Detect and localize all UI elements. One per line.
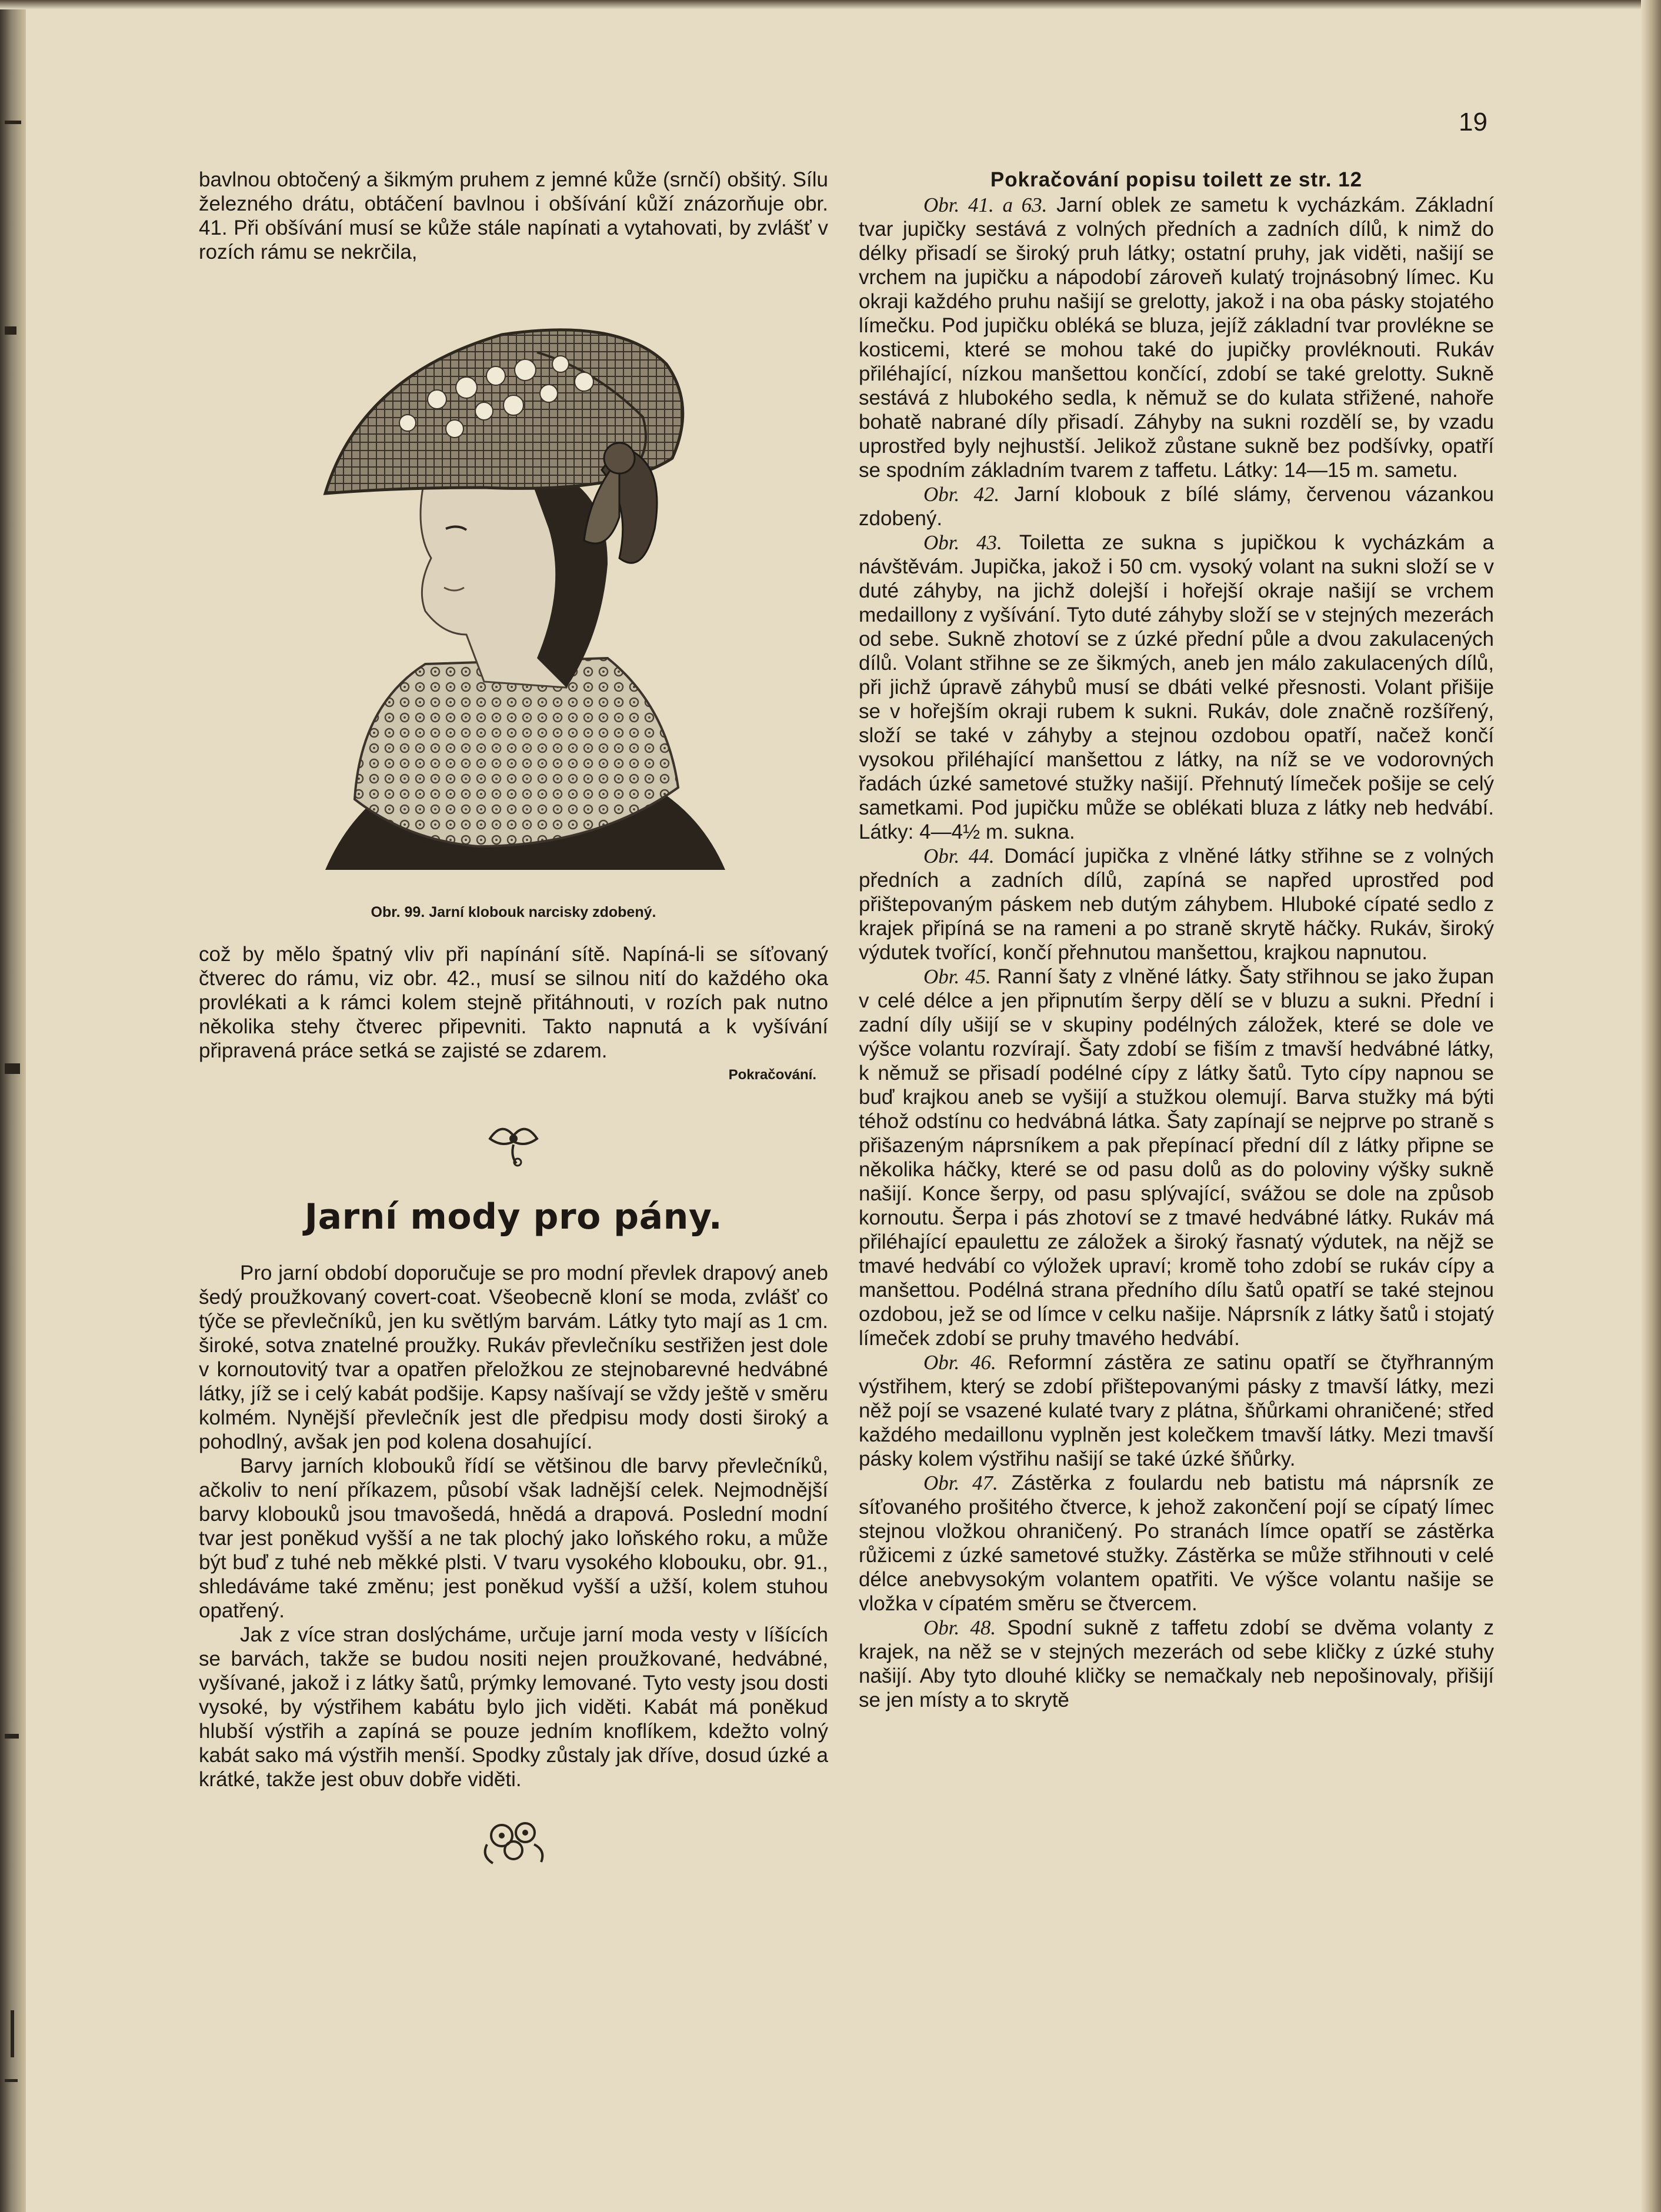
article-title: Jarní mody pro pány. — [304, 1196, 723, 1237]
continued-row — [199, 1063, 828, 1087]
entry-obr-46 — [859, 1350, 1494, 1471]
end-flower-ornament-icon — [475, 1809, 552, 1868]
page-number: 19 — [1459, 108, 1487, 136]
binding-mark — [5, 1734, 19, 1739]
entry-text: Reformní zástěra ze satinu opatří se čtyřhranným výstřihem, který se zdobí přištepovanými pásky z tmavší látky, mezi něž pojí se vsazené kulaté tvary z plátna, šňůrkami ohraničené; střed každého medaillonu vyplněn jest kolečkem tmavší látky. Mezi tmavší pásky kolem výstřihu našijí se také úzké šňůrky. — [859, 1351, 1494, 1470]
entry-obr-45 — [859, 965, 1494, 1350]
article-paragraph: Pro jarní období doporučuje se pro modní převlek drapový aneb šedý proužkovaný covert-coat. Všeobecně kloní se moda, zvlášť co týče se převlečníků, jen ku světlým barvám. Látky tyto mají as 1 cm. široké, sotva znatelné proužky. Rukáv převlečníku sestřižen jest dole v kornoutovitý tvar a opatřen přeložkou ze stejnobarevné hedvábné látky, jíž se i celý kabát podšije. Kapsy našívají se vždy ještě v směru kolmém. Nynější převlečník jest dle předpisu mody dosti široký a pohodlný, avšak jen pod kolena dosahující. — [199, 1262, 828, 1453]
article-paragraph: Barvy jarních klobouků řídí se většinou dle barvy převlečníků, ačkoliv to není příkazem, působí však ladnější celek. Nejmodnější barvy klobouků jsou tmavošedá, hnědá a drapová. Poslední modní tvar jest poněkud vyšší a ne tak plochý jako loňského roku, a může být buď z tuhé neb měkké plsti. V tvaru vysokého klobouku, obr. 91., shledáváme také změnu; jest poněkud vyšší a užší, kolem stuhou opatřený. — [199, 1454, 828, 1622]
page-right-edge — [1641, 0, 1661, 2212]
entry-obr-48 — [859, 1616, 1494, 1712]
floral-ornament-icon — [481, 1115, 546, 1168]
right-column — [859, 168, 1494, 1712]
binding-mark — [11, 2010, 14, 2057]
binding-mark — [5, 326, 16, 335]
entry-text: Jarní oblek ze sametu k vycházkám. Základní tvar jupičky sestává z volných předních a zadních dílů, k nimž do délky přisadí se široký pruh látky; ostatní pruhy, jak viděti, našijí se vrchem na jupičku a nápodobí zároveň kulatý trojnásobný límec. Ku okraji každého pruhu našijí se grelotty, jakož i na oba pásky stojatého límečku. Pod jupičku obléká se bluza, jejíž základní tvar provlékne se kosticemi, které se mohou také do jupičky provléknouti. Rukáv přiléhající, nízkou manšettou končící, zdobí se také grelotty. Sukně sestává z hlubokého sedla, k němuž se do kulata střižené, nahoře bohatě nabrané díly přisadí. Záhyby na sukni rozdělí se, by vzadu uprostřed byly nejhustší. Jelikož zůstane sukně bez podšívky, opatří se spodním základním tvarem z taffetu. Látky: 14—15 m. sametu. — [859, 193, 1494, 482]
after-figure-paragraph: což by mělo špatný vliv při napínání sítě. Napíná-li se síťovaný čtverec do rámu, viz obr. 42., musí se silnou nití do každého oka provlékati a k rámci kolem stejně přitáhnouti, v rozích pak nutno několika stehy čtverec připevniti. Takto napnutá a k vyšívání připravená práce setká se zajisté se zdarem. — [199, 943, 828, 1062]
entry-ref: Obr. 47. — [923, 1472, 998, 1494]
figure-caption: Obr. 99. Jarní klobouk narcisky zdobený. — [371, 904, 656, 920]
binding-mark — [5, 121, 21, 124]
entry-text: Spodní sukně z taffetu zdobí se dvěma volanty z krajek, na něž se v stejných mezerách od sebe kličky z úzké stuhy našijí. Aby tyto dlouhé kličky se nemačkaly neb nepošinovaly, přišijí se jen místy a to skrytě — [859, 1616, 1494, 1711]
entry-ref: Obr. 48. — [923, 1616, 996, 1639]
entry-text: Ranní šaty z vlněné látky. Šaty střihnou se jako župan v celé délce a jen připnutím šerpy dělí se v bluzu a sukni. Přední i zadní díly ušijí se v skupiny podélných záložek, které se dole ve výšce volantu rozvírají. Šaty zdobí se fiším z tmavší hedvábné látky, k němuž se přisadí podélné cípy z látky šatů. Tyto cípy napnou se buď krajkou aneb se vyšijí a stužkou olemují. Barva stužky má býti téhož odstínu co hedvábná látka. Šaty zapínají se nejprve po straně s přišazeným náprsníkem a pak přepínací přední díl z látky připne se několika háčky, které se od pasu dolů as do poloviny výšky sukně našijí. Konce šerpy, od pasu splývající, svážou se dole na způsob kornoutu. Šerpa i pás zhotoví se z tmavé hedvábné látky. Rukáv má přiléhající epaulettu ze záložek a široký řasnatý výdutek, na nějž se tmavé hedvábí co výložek upraví; kromě toho zdobí se rukáv cípy a manšettou. Podélná strana předního dílu šatů opatří se také stejnou ozdobou, jež se od límce v celku našije. Náprsník z látky šatů i stojatý límeček zdobí se pruhy tmavého hedvábí. — [859, 965, 1494, 1350]
entry-obr-41-63 — [859, 193, 1494, 482]
entry-obr-47 — [859, 1471, 1494, 1616]
continued-label: Pokračování. — [728, 1067, 816, 1083]
entry-ref: Obr. 45. — [923, 965, 991, 988]
hat-portrait-illustration — [290, 282, 737, 893]
intro-paragraph: bavlnou obtočený a šikmým pruhem z jemné kůže (srnčí) obšitý. Sílu železného drátu, obtáčení bavlnou i obšívání kůží znázorňuje obr. 41. Při obšívání musí se kůže stále napínati a vytahovati, by zvlášť v rozích rámu se nekrčila, — [199, 168, 828, 263]
entry-ref: Obr. 42. — [923, 483, 1000, 506]
entry-text: Jarní klobouk z bílé slámy, červenou vázankou zdobený. — [859, 483, 1494, 530]
entry-ref: Obr. 46. — [923, 1351, 996, 1374]
entry-obr-43 — [859, 531, 1494, 844]
entry-obr-44 — [859, 844, 1494, 965]
entry-ref: Obr. 44. — [923, 845, 995, 868]
binding-mark — [5, 2079, 18, 2082]
entry-ref: Obr. 43. — [923, 531, 1002, 554]
section-heading: Pokračování popisu toilett ze str. 12 — [990, 168, 1363, 191]
left-column — [199, 168, 828, 1868]
entry-text: Domácí jupička z vlněné látky střihne se z volných předních a zadních dílů, zapíná se napřed uprostřed pod přištepovaným páskem neb dutým záhybem. Hluboké cípaté sedlo z krajek připíná se na rameni a po straně skrytě háčky. Rukáv, široký výdutek tvořící, končí přehnutou manšettou, krajkou napnutou. — [859, 845, 1494, 964]
woman-head — [421, 464, 608, 688]
page-top-shadow — [0, 0, 1661, 9]
entry-text: Zástěrka z foulardu neb batistu má náprsník ze síťovaného prošitého čtverce, k jehož zakončení pojí se cípatý límec stejnou vložkou ohraničený. Po stranách límce opatří se zástěrka růžicemi z úzké sametové stužky. Zástěrka se může střihnouti v celé délce anebvysokým volantem opatřiti. Ve výšce volantu našije se vložka v cípatém směru se čtvercem. — [859, 1472, 1494, 1615]
article-paragraph: Jak z více stran doslýcháme, určuje jarní moda vesty v líšících se barvách, takže se budou nositi nejen proužkované, hedvábné, vyšívané, jakož i z látky šatů, prýmky lemované. Tyto vesty jsou dosti vysoké, by výstřihem kabátu bylo jich viděti. Kabát má poněkud hlubší výstřih a zapíná se pouze jedním knoflíkem, kdežto volný kabát sako má výstřih menší. Spodky zůstaly jak dříve, dosud úzké a krátké, takže jest obuv dobře viděti. — [199, 1623, 828, 1791]
entry-ref: Obr. 41. a 63. — [923, 193, 1048, 216]
entry-obr-42 — [859, 482, 1494, 531]
binding-mark — [5, 1063, 20, 1074]
entry-text: Toiletta ze sukna s jupičkou k vycházkám a návštěvám. Jupička, jakož i 50 cm. vysoký volant na sukni složí se v duté záhyby, na jichž dolejší i hořejší okraje našijí se vrchem medaillony z vyšívání. Tyto duté záhyby složí se v stejných mezerách od sebe. Sukně zhotoví se z úzké přední půle a dvou zakulacených dílů. Volant střihne se ze šikmých, aneb jen málo zakulacených dílů, při jichž úpravě záhybů musí se dbáti velké přesnosti. Volant přišije se v hořejším okraji rubem k sukni. Rukáv, dole značně rozšířený, složí se také v záhyby a stejnou ozdobou opatří, načež končí vysokou přiléhající manšettou z látky, na níž se ve vodorovných řadách úzké sametové stužky našijí. Přehnutý límeček pošije se celý sametkami. Pod jupičku může se oblékati bluza z látky neb hedvábí. Látky: 4—4½ m. sukna. — [859, 531, 1494, 843]
